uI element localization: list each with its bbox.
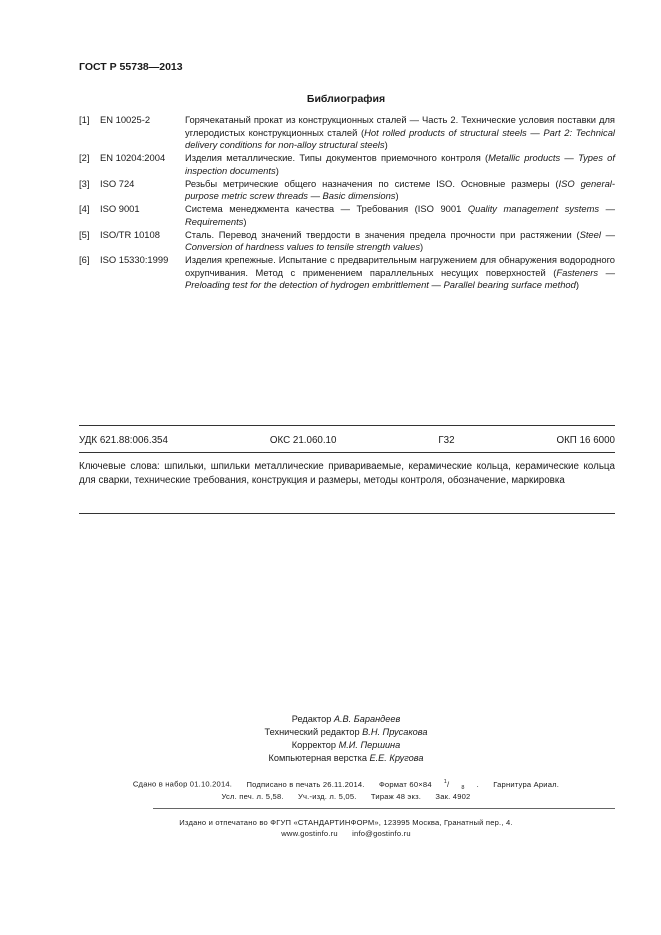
bibliography-title: Библиография <box>306 93 386 105</box>
bibliography-item-standard: ISO/TR 10108 <box>100 228 160 240</box>
bibliography-item-number: [5] <box>79 228 90 240</box>
bibliography-item-standard: EN 10025-2 <box>100 114 151 125</box>
imprint-publishing-sheets: Уч.-изд. л. 5,05. <box>298 792 357 801</box>
bibliography-item <box>79 203 615 228</box>
imprint-publisher: Издано и отпечатано во ФГУП «СТАНДАРТИНФОРМ», 123995 Москва, Гранатный пер., 4. <box>179 818 513 827</box>
divider-bottom <box>79 513 615 514</box>
staff-editor: Редактор А.В. Барандеев <box>291 714 401 724</box>
bibliography-item-number: [1] <box>79 114 90 125</box>
imprint-font: Гарнитура Ариал. <box>493 779 560 789</box>
imprint-sheet-details <box>0 792 661 801</box>
bibliography-item-standard: ISO 724 <box>100 177 135 189</box>
bibliography-item-number: [2] <box>79 152 90 163</box>
staff-technical-editor: Технический редактор В.Н. Прусакова <box>264 727 428 737</box>
bibliography-item-number: [3] <box>79 177 90 189</box>
bibliography-item-description: Резьбы метрические общего назначения по системе ISO. Основные размеры (ISO general-purpose metric screw threads — Basic dimensions) <box>185 177 615 201</box>
publisher-email-link[interactable]: info@gostinfo.ru <box>352 829 411 838</box>
staff-layout: Компьютерная верстка Е.Е. Кругова <box>268 753 424 763</box>
staff-proofreader: Корректор М.И. Першина <box>291 740 401 750</box>
publisher-website-link[interactable]: www.gostinfo.ru <box>281 829 338 838</box>
bibliography-item-description: Изделия металлические. Типы документов приемочного контроля (Metallic products — Types of inspection documents) <box>185 152 615 176</box>
classification-row <box>79 435 615 446</box>
bibliography-item-standard: ISO 15330:1999 <box>100 254 169 265</box>
imprint-print-run: Тираж 48 экз. <box>370 792 422 801</box>
bibliography-item-number: [4] <box>79 203 90 214</box>
bibliography-item-description: Горячекатаный прокат из конструкционных сталей — Часть 2. Технические условия поставки для углеродистых конструкционных сталей (Hot rolled products of structural steels — Part 2: Technical delivery conditions for non-alloy structural steels) <box>185 114 615 150</box>
divider-top <box>79 425 615 426</box>
bibliography-item-description: Система менеджмента качества — Требования (ISO 9001 Quality management systems — Requirements) <box>185 203 615 227</box>
bibliography-item-description: Изделия крепежные. Испытание с предварительным нагружением для обнаружения водородного охрупчивания. Метод с применением параллельных несущих поверхностей (Fasteners — Preloading test for the detection of hydrogen embrittlement — Parallel bearing surface method) <box>185 254 615 290</box>
imprint-signed-date: Подписано в печать 26.11.2014. <box>246 779 365 789</box>
bibliography-item <box>79 178 615 203</box>
bibliography-item-standard: ISO 9001 <box>100 203 140 214</box>
bibliography-item-description: Сталь. Перевод значений твердости в значения предела прочности при растяжении (Steel — Conversion of hardness values to tensile strength values) <box>185 228 615 252</box>
imprint-format: Формат 60×84 $^1$/ $_8$ . <box>378 779 479 792</box>
keywords: Ключевые слова: шпильки, шпильки металлические привариваемые, керамические кольца, керамические кольца для сварки, технические требования, конструкция и размеры, методы контроля, обозначение, маркировка <box>79 461 615 486</box>
imprint-contacts <box>0 829 661 838</box>
bibliography-item <box>79 152 615 177</box>
bibliography-item-standard: EN 10204:2004 <box>100 152 166 163</box>
document-code: ГОСТ Р 55738—2013 <box>79 61 183 73</box>
imprint-print-details <box>0 779 661 791</box>
imprint-typeset-date: Сдано в набор 01.10.2014. <box>132 779 233 789</box>
bibliography-item-number: [6] <box>79 254 90 265</box>
okp-code: ОКП 16 6000 <box>556 435 615 446</box>
bibliography-item <box>79 114 615 152</box>
bibliography-list <box>79 114 615 292</box>
bibliography-item <box>79 229 615 254</box>
group-code: Г32 <box>438 435 455 446</box>
divider-middle <box>79 452 615 453</box>
imprint-divider <box>153 808 615 809</box>
udk-code: УДК 621.88:006.354 <box>79 435 168 446</box>
bibliography-item <box>79 254 615 292</box>
oks-code: ОКС 21.060.10 <box>269 435 337 446</box>
editorial-staff <box>0 713 661 765</box>
imprint-order: Зак. 4902 <box>435 792 471 801</box>
imprint-print-sheets: Усл. печ. л. 5,58. <box>221 792 284 801</box>
